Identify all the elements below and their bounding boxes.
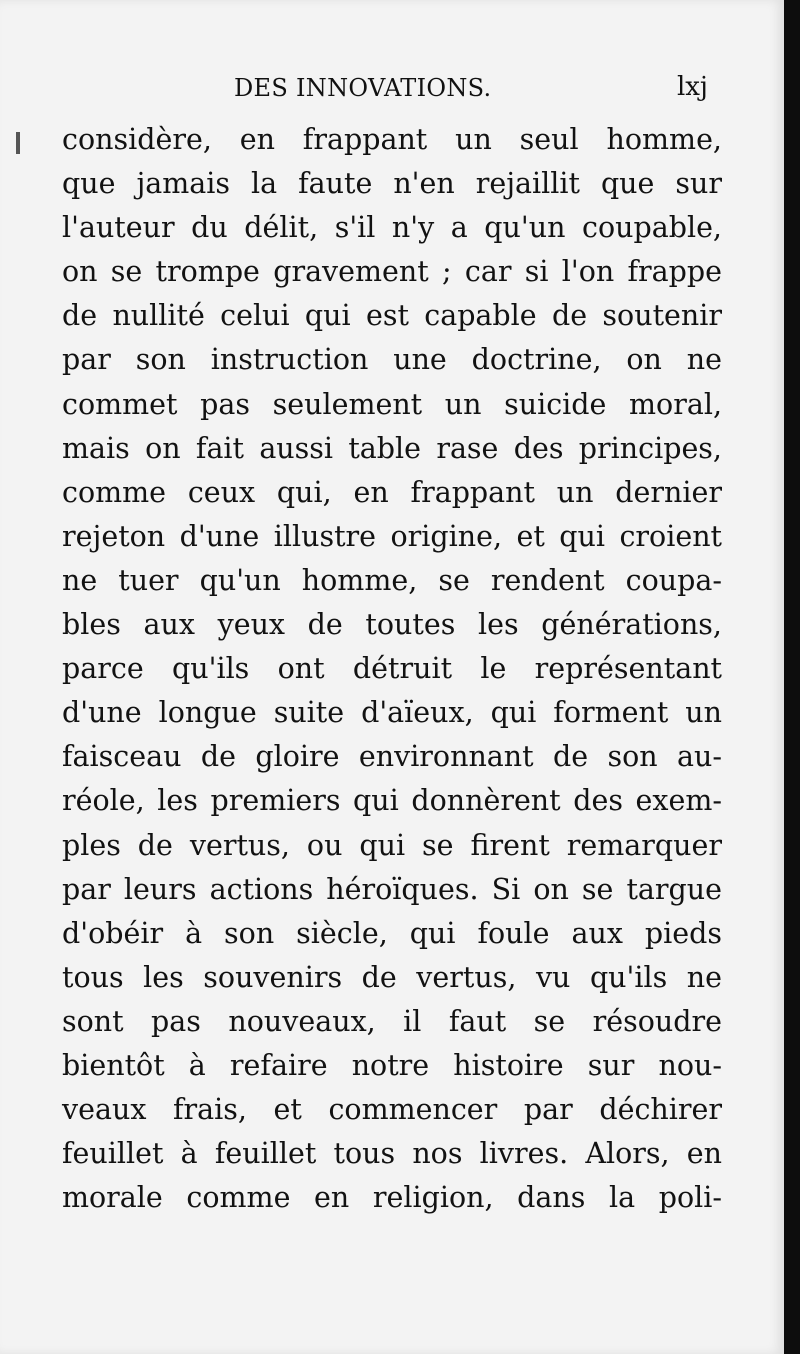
running-title: DES INNOVATIONS. (234, 74, 492, 102)
text-line: ples de vertus, ou qui se firent remarquer (62, 828, 722, 862)
text-line: réole, les premiers qui donnèrent des exem- (62, 784, 722, 818)
page-edge-shadow (784, 0, 800, 1354)
body-text (62, 118, 722, 1220)
text-line: sont pas nouveaux, il faut se résoudre (62, 1004, 722, 1038)
text-line: commet pas seulement un suicide moral, (62, 387, 722, 421)
text-line: ne tuer qu'un homme, se rendent coupa- (62, 563, 722, 597)
text-line: faisceau de gloire environnant de son au- (62, 740, 722, 774)
text-line: parce qu'ils ont détruit le représentant (62, 652, 722, 686)
text-line: on se trompe gravement ; car si l'on frappe (62, 255, 722, 289)
text-line: mais on fait aussi table rase des principes, (62, 431, 722, 465)
text-line: considère, en frappant un seul homme, (62, 123, 722, 156)
text-line: l'auteur du délit, s'il n'y a qu'un coupable, (62, 211, 722, 245)
text-line: veaux frais, et commencer par déchirer (62, 1093, 722, 1127)
text-line: tous les souvenirs de vertus, vu qu'ils ne (62, 960, 722, 994)
margin-mark (16, 132, 20, 154)
text-line: morale comme en religion, dans la poli- (62, 1181, 722, 1215)
page-header (62, 68, 716, 108)
text-line: feuillet à feuillet tous nos livres. Alors, en (62, 1137, 722, 1171)
text-line: bientôt à refaire notre histoire sur nou- (62, 1048, 722, 1082)
text-line: par son instruction une doctrine, on ne (62, 343, 722, 377)
text-line: bles aux yeux de toutes les générations, (62, 608, 722, 642)
text-line: rejeton d'une illustre origine, et qui croient (62, 519, 722, 553)
text-line: que jamais la faute n'en rejaillit que sur (62, 167, 722, 201)
text-line: d'une longue suite d'aïeux, qui forment un (62, 696, 722, 730)
text-line: par leurs actions héroïques. Si on se targue (62, 872, 722, 906)
page-number: lxj (676, 72, 708, 102)
text-line: de nullité celui qui est capable de soutenir (62, 299, 722, 333)
text-line: comme ceux qui, en frappant un dernier (62, 475, 722, 509)
text-line: d'obéir à son siècle, qui foule aux pieds (62, 916, 722, 950)
